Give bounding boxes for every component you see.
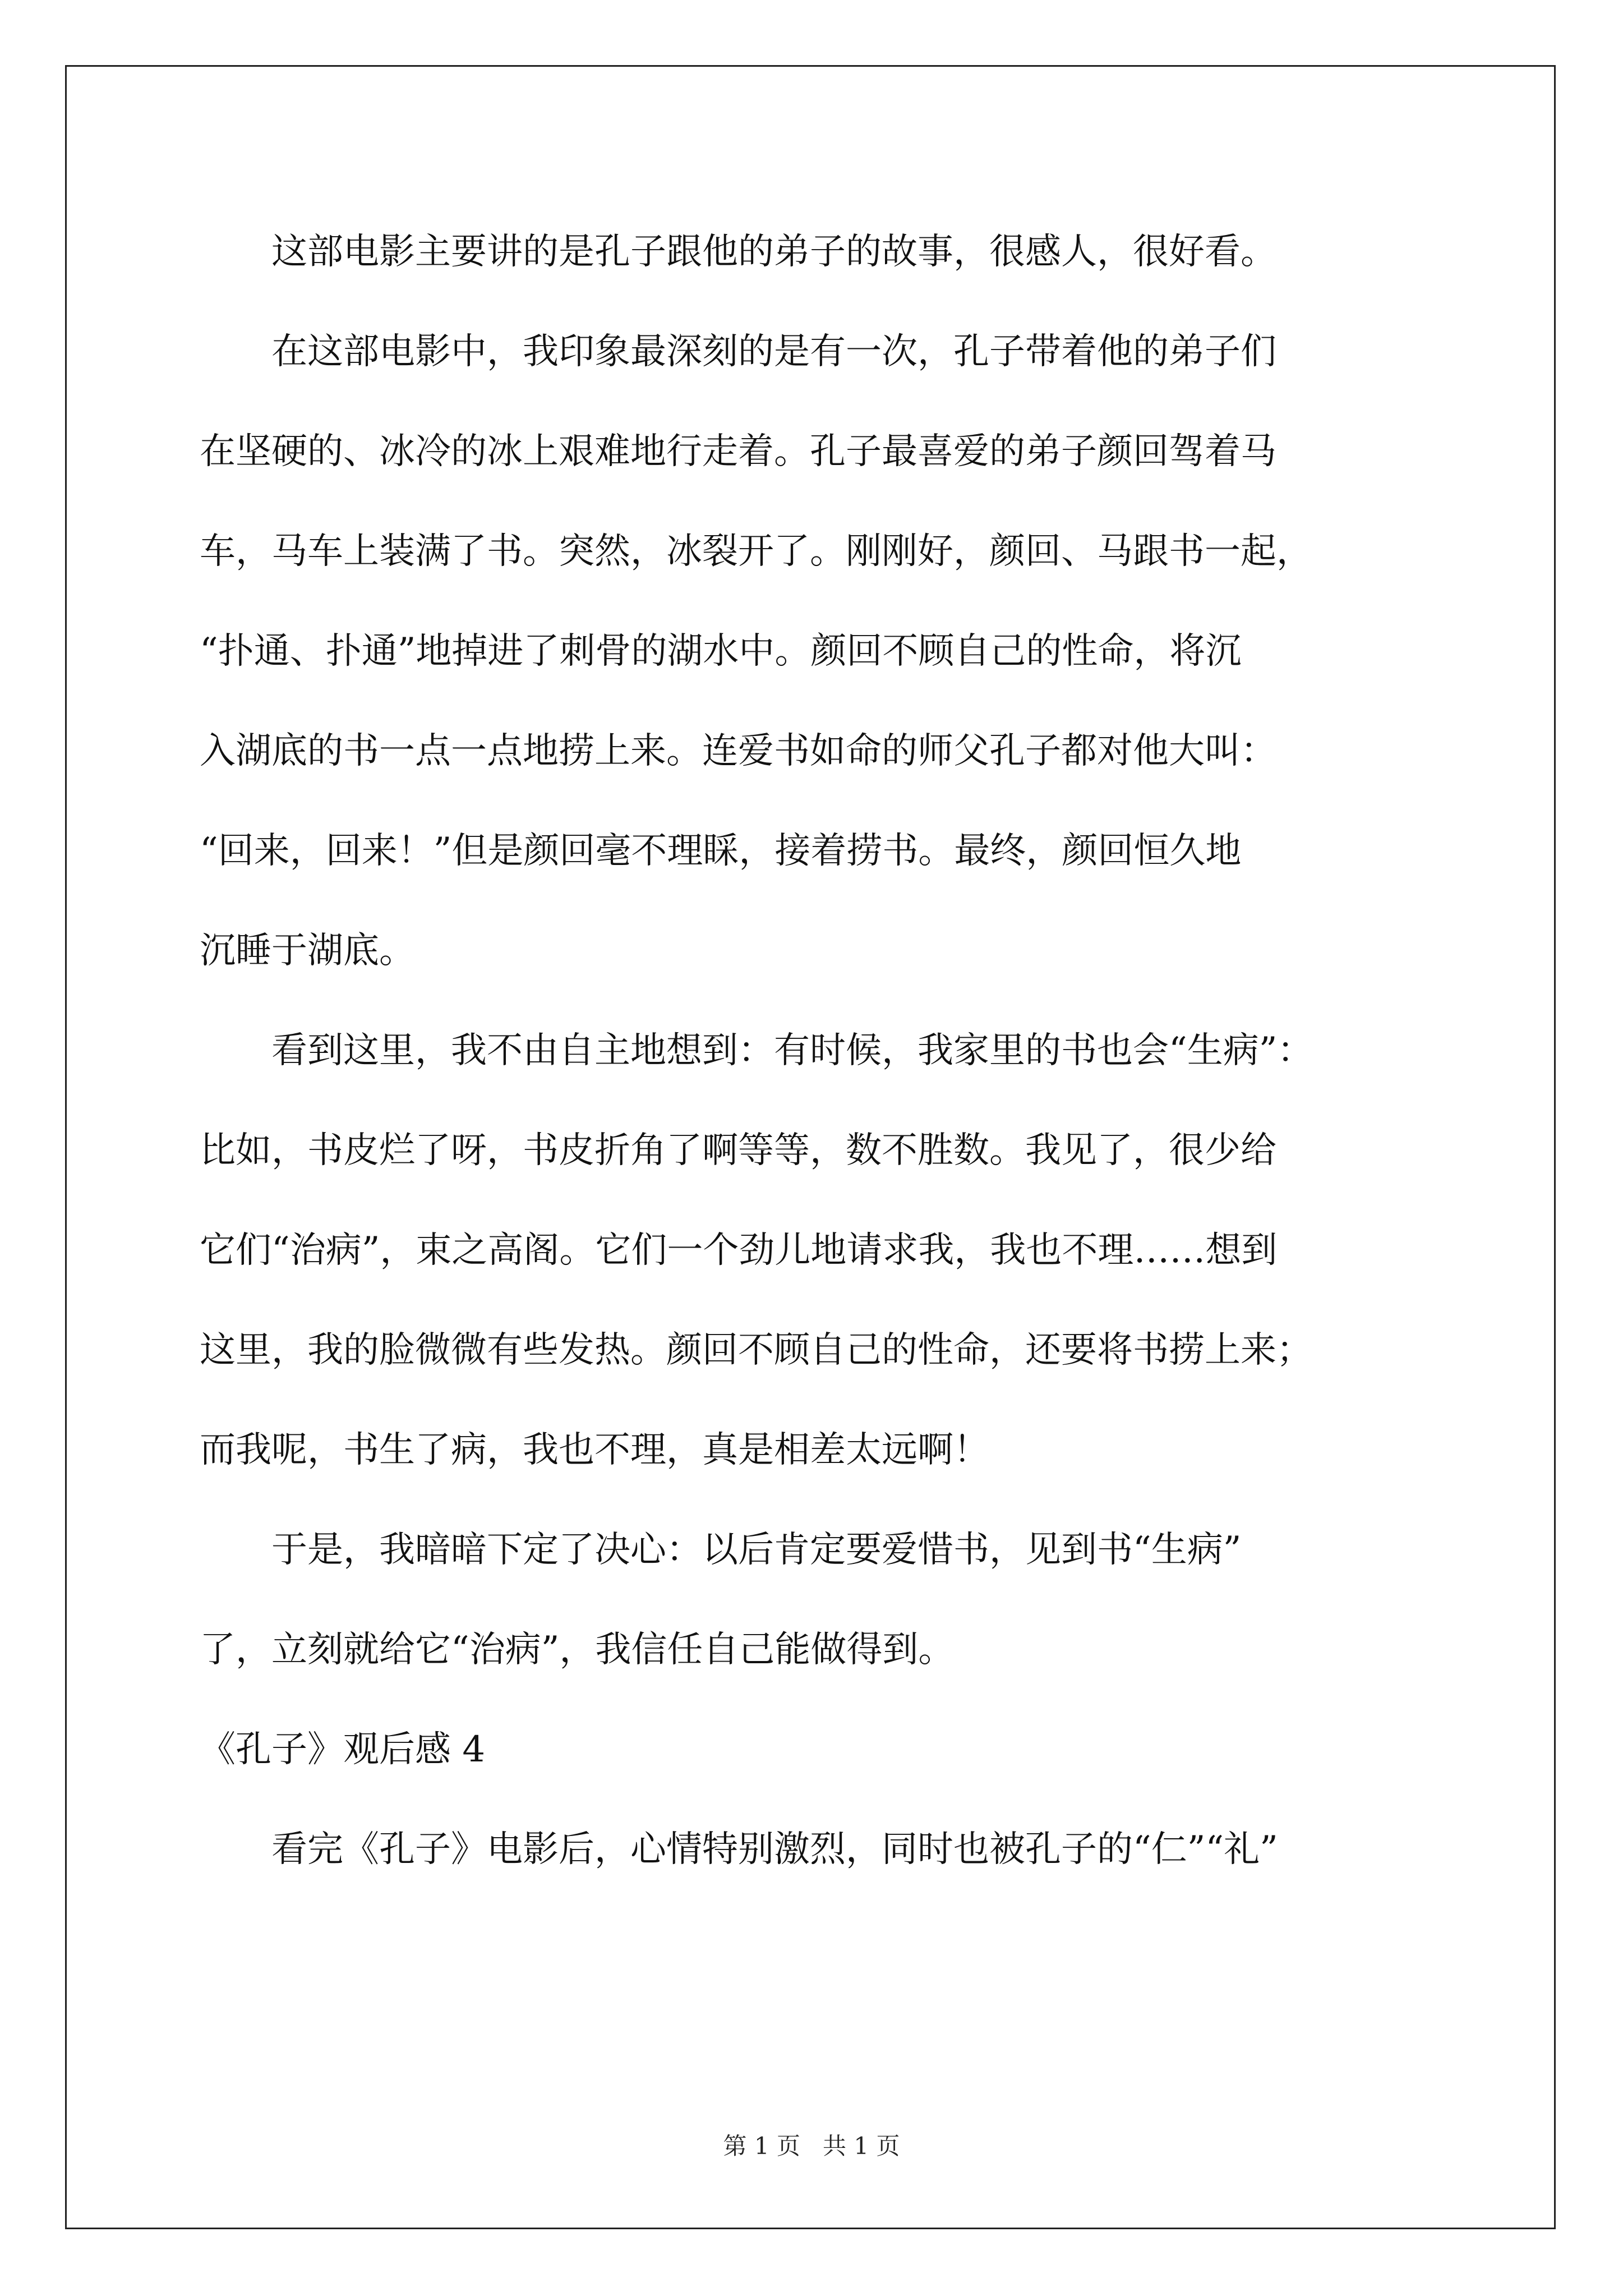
text-line: “回来，回来！”但是颜回毫不理睬，接着捞书。最终，颜回恒久地	[200, 830, 1242, 872]
page-number: 第 1 页	[723, 2132, 800, 2160]
text-line: 车，马车上装满了书。突然，冰裂开了。刚刚好，颜回、马跟书一起，	[200, 531, 1312, 572]
text-line: 而我呢，书生了病，我也不理，真是相差太远啊！	[200, 1429, 989, 1471]
text-line: 在这部电影中，我印象最深刻的是有一次，孔子带着他的弟子们	[200, 331, 1276, 372]
text-line: 这里，我的脸微微有些发热。颜回不顾自己的性命，还要将书捞上来；	[200, 1329, 1312, 1371]
text-line: 入湖底的书一点一点地捞上来。连爱书如命的师父孔子都对他大叫：	[200, 730, 1276, 772]
document-body	[200, 202, 1456, 1899]
text-line: 沉睡于湖底。	[200, 930, 415, 972]
text-line: 看完《孔子》电影后，心情特别激烈，同时也被孔子的“仁”“礼”	[200, 1829, 1278, 1870]
text-line: 在坚硬的、冰冷的冰上艰难地行走着。孔子最喜爱的弟子颜回驾着马	[200, 431, 1276, 472]
text-line: “扑通、扑通”地掉进了刺骨的湖水中。颜回不顾自己的性命，将沉	[200, 631, 1242, 672]
section-heading: 《孔子》观后感 4	[200, 1729, 486, 1770]
page-footer	[0, 2129, 1623, 2163]
text-line: 这部电影主要讲的是孔子跟他的弟子的故事，很感人，很好看。	[200, 231, 1276, 273]
text-line: 比如，书皮烂了呀，书皮折角了啊等等，数不胜数。我见了，很少给	[200, 1130, 1276, 1171]
text-line: 它们“治病”，束之高阁。它们一个劲儿地请求我，我也不理……想到	[200, 1230, 1278, 1271]
text-line: 于是，我暗暗下定了决心：以后肯定要爱惜书，见到书“生病”	[200, 1529, 1242, 1571]
text-line: 了，立刻就给它“治病”，我信任自己能做得到。	[200, 1629, 955, 1671]
text-line: 看到这里，我不由自主地想到：有时候，我家里的书也会“生病”：	[200, 1030, 1313, 1071]
page-total: 共 1 页	[823, 2132, 900, 2160]
